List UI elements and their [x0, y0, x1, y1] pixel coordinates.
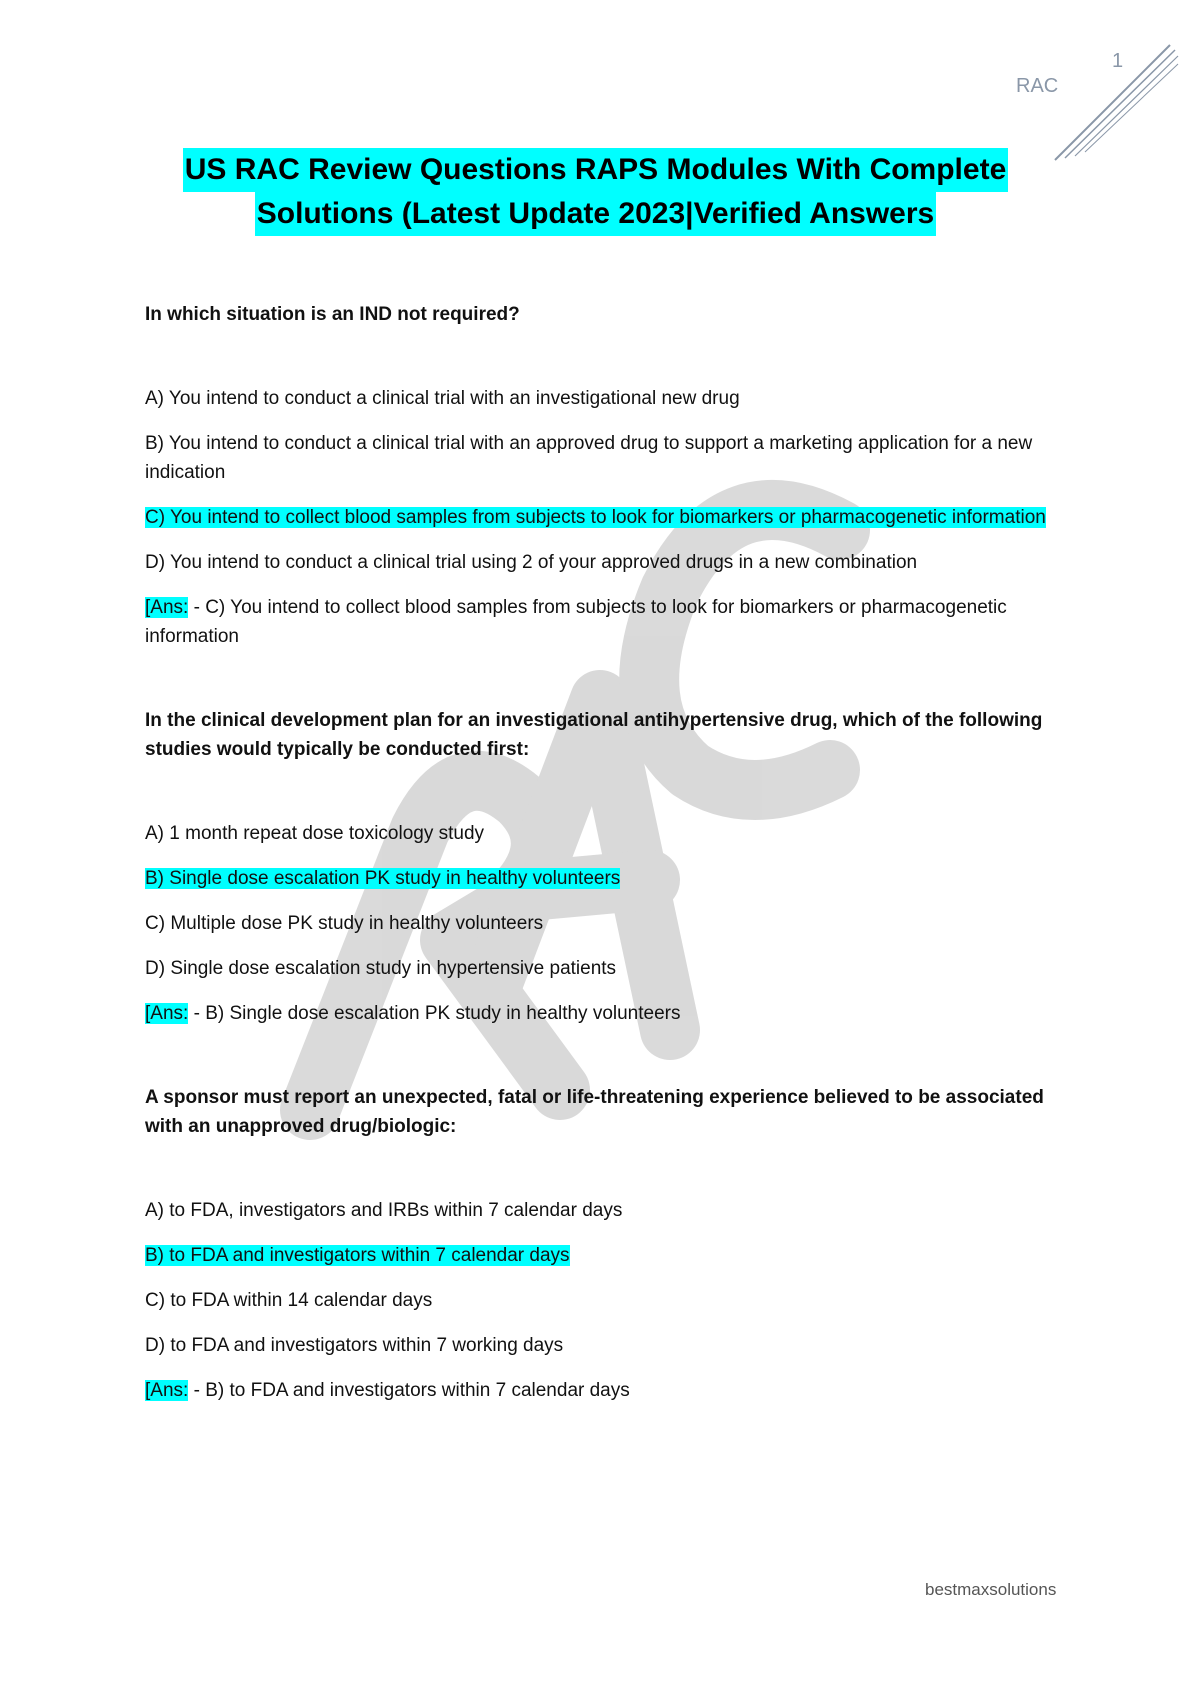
option-d: D) to FDA and investigators within 7 working days — [145, 1335, 564, 1356]
question-text: In the clinical development plan for an investigational antihypertensive drug, which of the following studies would typically be conducted first: — [145, 710, 1043, 760]
option-a: A) to FDA, investigators and IRBs within 7 calendar days — [145, 1200, 623, 1221]
question-block-3 — [145, 1083, 1065, 1405]
header-label: RAC — [1016, 75, 1059, 97]
answer-text: - B) Single dose escalation PK study in healthy volunteers — [188, 1003, 681, 1024]
options-list — [145, 819, 1065, 1028]
answer-text: - B) to FDA and investigators within 7 calendar days — [188, 1380, 630, 1401]
option-b-highlighted: B) to FDA and investigators within 7 calendar days — [145, 1245, 570, 1266]
answer-line — [145, 1376, 1065, 1405]
question-text: In which situation is an IND not required? — [145, 304, 520, 325]
option-c-highlighted: C) You intend to collect blood samples from subjects to look for biomarkers or pharmacogenetic information — [145, 507, 1046, 528]
options-list — [145, 1196, 1065, 1405]
page-number: 1 — [1112, 50, 1124, 72]
option-d: D) Single dose escalation study in hypertensive patients — [145, 958, 617, 979]
question-block-1 — [145, 300, 1065, 651]
question-text: A sponsor must report an unexpected, fatal or life-threatening experience believed to be associated with an unapproved drug/biologic: — [145, 1087, 1044, 1137]
answer-tag: [Ans: — [145, 1380, 189, 1401]
answer-line — [145, 593, 1065, 651]
question-block-2 — [145, 706, 1065, 1028]
option-b: B) You intend to conduct a clinical trial with an approved drug to support a marketing application for a new indication — [145, 433, 1033, 483]
footer-label: bestmaxsolutions — [925, 1580, 1057, 1599]
options-list — [145, 384, 1065, 651]
option-d: D) You intend to conduct a clinical trial using 2 of your approved drugs in a new combination — [145, 552, 918, 573]
option-a: A) 1 month repeat dose toxicology study — [145, 823, 485, 844]
answer-tag: [Ans: — [145, 1003, 189, 1024]
question-list — [145, 300, 1065, 1460]
title-line-1: US RAC Review Questions RAPS Modules With Complete — [183, 148, 1009, 192]
answer-text: - C) You intend to collect blood samples from subjects to look for biomarkers or pharmacogenetic information — [145, 597, 1007, 647]
document-title — [0, 148, 1191, 236]
answer-tag: [Ans: — [145, 597, 189, 618]
answer-line — [145, 999, 1065, 1028]
option-b-highlighted: B) Single dose escalation PK study in healthy volunteers — [145, 868, 621, 889]
option-c: C) to FDA within 14 calendar days — [145, 1290, 433, 1311]
title-line-2: Solutions (Latest Update 2023|Verified Answers — [255, 192, 936, 236]
option-a: A) You intend to conduct a clinical trial with an investigational new drug — [145, 388, 740, 409]
option-c: C) Multiple dose PK study in healthy volunteers — [145, 913, 544, 934]
